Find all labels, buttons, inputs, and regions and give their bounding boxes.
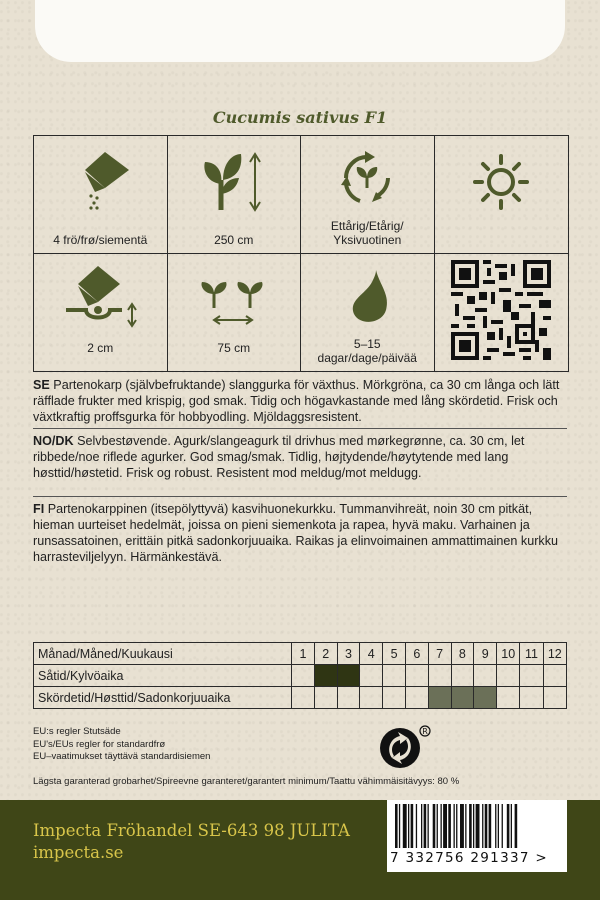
plant-height-cell [168, 136, 302, 254]
plant-spacing-label: 75 cm [217, 341, 251, 355]
text-finnish: FI Partenokarppinen (itsepölyttyvä) kasvihuonekurkku. Tummanvihreät, noin 30 cm pitkät, hieman uurteiset hedelmät, joissa on pieni siemenkota ja rapea, hyvä maku. Varhainen ja runsassatoinen, erittäin pitkä sadonkorjuuaika. Raikas ja elinvoimainen ammattimainen kurkku harrasteviljelyyn. Härmänkestävä. [33, 502, 559, 564]
harvest-month-5 [383, 687, 406, 709]
lifecycle-label: Ettårig/Etårig/ Yksivuotinen [330, 218, 404, 247]
barcode-bar [473, 804, 474, 848]
text-swedish: SE Partenokarp (självbefruktande) slanggurka för växthus. Mörkgröna, ca 30 cm långa och lätt räfflade frukter med krispig, god smak. Tidig och högavkastande med lång skördetid. Frisk och växtkraftig proffsgurka för hobbyodling. Mjöldaggsresistent. [33, 378, 560, 424]
sowing-month-6 [405, 665, 428, 687]
sun-cell [435, 136, 569, 254]
barcode-bar [421, 804, 422, 848]
month-12: 12 [543, 643, 566, 665]
harvest-month-2 [314, 687, 337, 709]
month-8: 8 [451, 643, 474, 665]
text-norwegian-danish: NO/DK Selvbestøvende. Agurk/slangeagurk til drivhus med mørkegrønne, ca. 30 cm, let ribbede/noe riflede agurker. God smag/smak. Tidlig, højtydende/høytytende med lang høsttid/høstetid. Frisk og robust. Resistent mod meldug/mot meldugg. [33, 434, 525, 480]
plant-spacing-icon [194, 268, 274, 334]
sowing-calendar [33, 642, 567, 709]
month-11: 11 [520, 643, 543, 665]
sowing-month-12 [543, 665, 566, 687]
qr-cell [435, 254, 569, 372]
seed-packet-icon [65, 148, 135, 214]
barcode-bar [454, 804, 455, 848]
sowing-month-7 [428, 665, 451, 687]
month-4: 4 [360, 643, 383, 665]
harvest-month-7 [428, 687, 451, 709]
sowing-month-1 [292, 665, 315, 687]
page-title: Cucumis sativus F1 [212, 108, 388, 127]
plant-height-label: 250 cm [214, 232, 254, 247]
qr-code-icon [451, 260, 551, 360]
seed-count-label: 4 frö/frø/siementä [53, 232, 148, 247]
sowing-month-3 [337, 665, 360, 687]
hang-hole [35, 0, 565, 62]
sowing-month-4 [360, 665, 383, 687]
month-9: 9 [474, 643, 497, 665]
barcode-bar [460, 804, 464, 848]
barcode-bar [443, 804, 447, 848]
sowing-month-11 [520, 665, 543, 687]
barcode-bar [495, 804, 496, 848]
eu-line-2: EU's/EUs regler for standardfrø [33, 738, 166, 750]
harvest-label: Skördetid/Høsttid/Sadonkorjuuaika [34, 687, 292, 709]
barcode-bar [507, 804, 510, 848]
eu-standard-note [33, 726, 210, 764]
divider [33, 496, 567, 497]
sowing-month-9 [474, 665, 497, 687]
annual-cycle-icon [332, 148, 402, 214]
harvest-month-4 [360, 687, 383, 709]
germination-days-label: 5–15 dagar/dage/päivää [317, 337, 417, 365]
barcode-bar [424, 804, 427, 848]
sowing-label: Såtid/Kylvöaika [34, 665, 292, 687]
harvest-month-12 [543, 687, 566, 709]
harvest-month-1 [292, 687, 315, 709]
sowing-depth-icon [60, 264, 140, 334]
barcode-bar [465, 804, 466, 848]
barcode-bar [515, 804, 518, 848]
divider [33, 428, 567, 429]
company-info [33, 820, 350, 864]
sowing-depth-cell [34, 254, 168, 372]
month-5: 5 [383, 643, 406, 665]
barcode-bar [485, 804, 488, 848]
barcode-bar [502, 804, 503, 848]
sowing-month-2 [314, 665, 337, 687]
info-icon-grid [33, 135, 569, 372]
barcode-bars [387, 800, 567, 848]
month-10: 10 [497, 643, 520, 665]
sowing-month-5 [383, 665, 406, 687]
barcode-bar [441, 804, 442, 848]
harvest-month-10 [497, 687, 520, 709]
month-6: 6 [405, 643, 428, 665]
seed-count-cell [34, 136, 168, 254]
plant-height-icon [199, 148, 269, 214]
germination-days-icon [332, 266, 402, 332]
eu-line-3: EU–vaatimukset täyttävä standardisiemen [33, 751, 211, 762]
lifecycle-cell [301, 136, 435, 254]
harvest-month-8 [451, 687, 474, 709]
barcode-bar [411, 804, 414, 848]
barcode-bar [428, 804, 429, 848]
sowing-month-8 [451, 665, 474, 687]
barcode-bar [456, 804, 457, 848]
barcode-bar [511, 804, 512, 848]
calendar-header-label: Månad/Måned/Kuukausi [34, 643, 292, 665]
germination-guarantee: Lägsta garanterad grobarhet/Spireevne garanteret/garantert minimum/Taattu vähimmäisitävyys: 80 % [33, 776, 460, 787]
harvest-row [34, 687, 567, 709]
harvest-month-11 [520, 687, 543, 709]
barcode-bar [433, 804, 436, 848]
barcode-bar [395, 804, 398, 848]
sowing-row [34, 665, 567, 687]
barcode-bar [399, 804, 400, 848]
barcode-number: 7 332756 291337 > [390, 850, 548, 866]
harvest-month-3 [337, 687, 360, 709]
harvest-month-9 [474, 687, 497, 709]
barcode-bar [416, 804, 417, 848]
month-7: 7 [428, 643, 451, 665]
barcode-bar [437, 804, 438, 848]
svg-text:R: R [422, 727, 428, 736]
company-address: Impecta Fröhandel SE-643 98 JULITA [33, 821, 350, 840]
company-website: impecta.se [33, 843, 124, 862]
sun-icon [466, 152, 536, 218]
harvest-month-6 [405, 687, 428, 709]
plant-spacing-cell [168, 254, 302, 372]
barcode-bar [476, 804, 480, 848]
green-dot-recycling-icon [378, 724, 438, 772]
month-3: 3 [337, 643, 360, 665]
calendar-header-row [34, 643, 567, 665]
barcode-bar [482, 804, 483, 848]
sowing-depth-label: 2 cm [87, 341, 114, 355]
barcode-bar [403, 804, 407, 848]
eu-line-1: EU:s regler Stutsäde [33, 726, 121, 737]
germination-days-cell [301, 254, 435, 372]
barcode-bar [448, 804, 451, 848]
barcode-bar [408, 804, 409, 848]
barcode-bar [489, 804, 492, 848]
barcode-bar [469, 804, 472, 848]
sowing-month-10 [497, 665, 520, 687]
month-2: 2 [314, 643, 337, 665]
month-1: 1 [292, 643, 315, 665]
barcode-bar [498, 804, 499, 848]
